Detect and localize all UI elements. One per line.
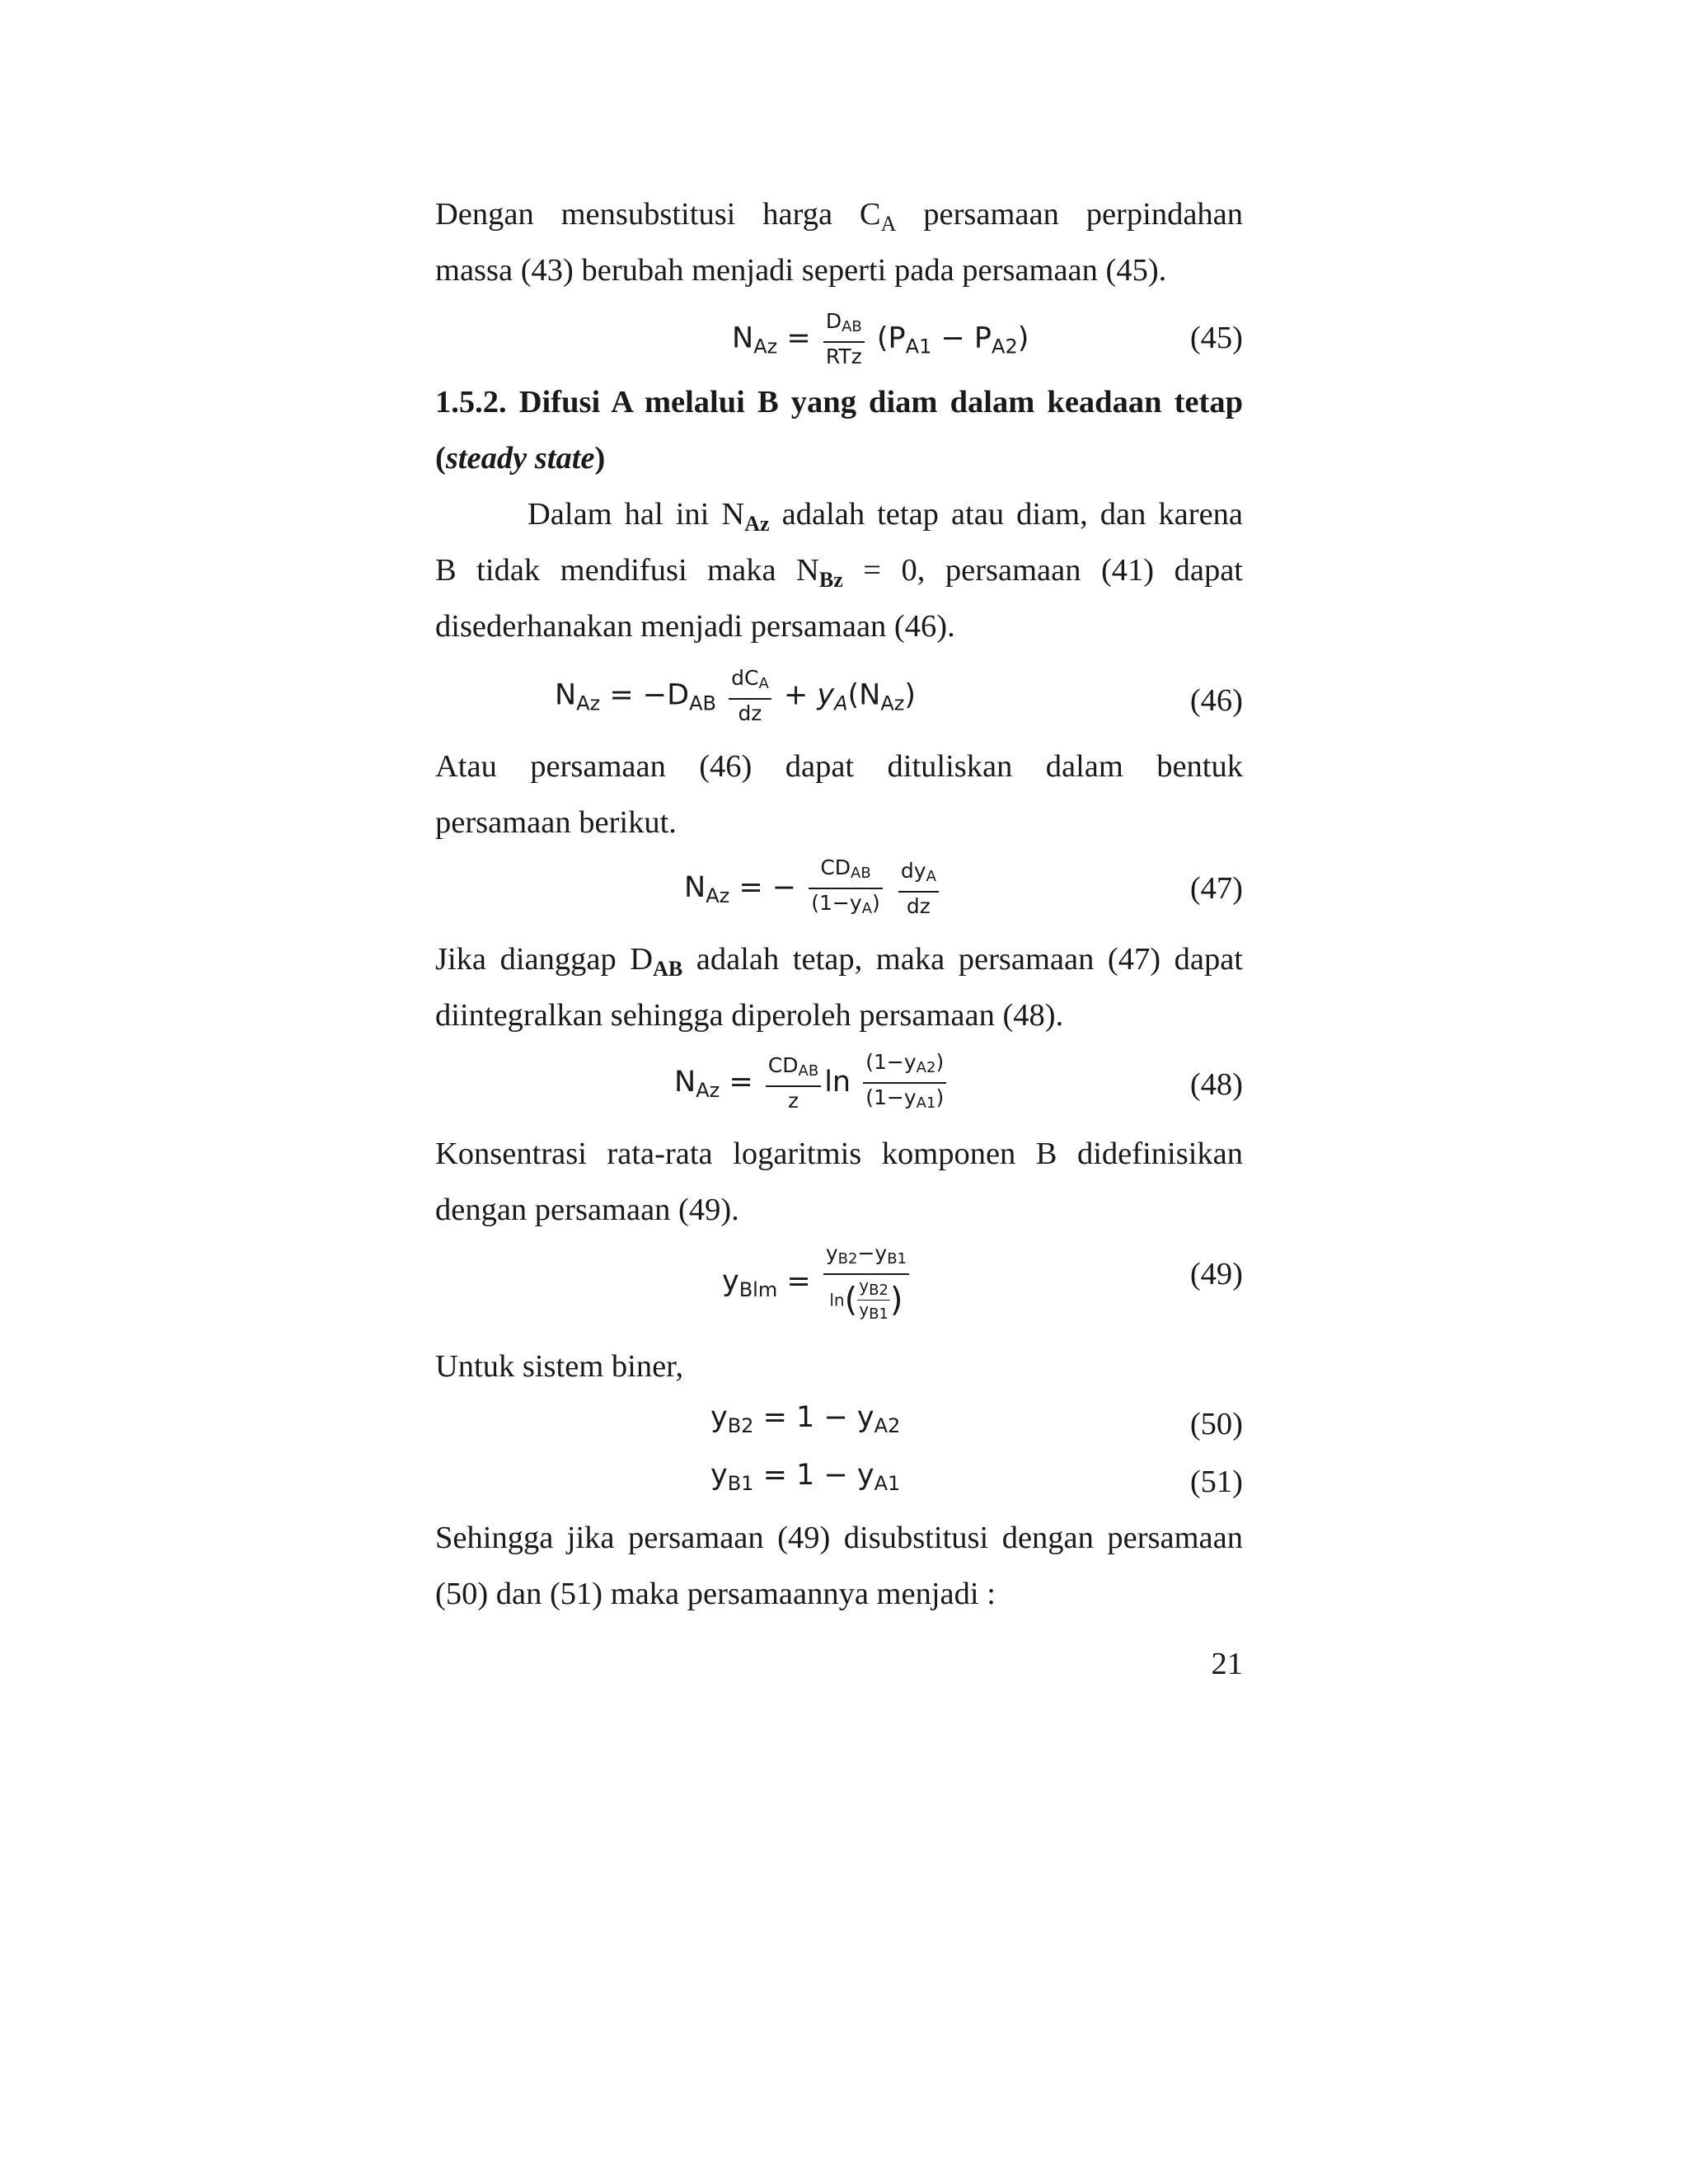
math-symbol: y xyxy=(817,678,835,712)
denominator: z xyxy=(787,1088,799,1113)
paragraph-line: disederhanakan menjadi persamaan (46). xyxy=(435,609,955,644)
fraction xyxy=(898,859,939,919)
text-span: Dalam hal ini N xyxy=(528,497,745,532)
denominator: dz xyxy=(906,893,931,918)
paragraph-line: (50) dan (51) maka persamaannya menjadi : xyxy=(435,1577,996,1611)
subscript: Blm xyxy=(738,1278,778,1301)
math-symbol: CD xyxy=(820,855,851,879)
paragraph-line: diintegralkan sehingga diperoleh persamaan (48). xyxy=(435,998,1064,1033)
text-span: persamaan perpindahan xyxy=(896,197,1243,232)
denominator: RTz xyxy=(825,344,862,368)
fraction xyxy=(823,1241,909,1324)
subscript: A1 xyxy=(905,335,932,359)
math-symbol: = − xyxy=(738,871,797,904)
math-symbol: D xyxy=(825,309,842,333)
numerator xyxy=(809,855,883,889)
math-symbol: CD xyxy=(767,1052,799,1077)
subscript: B2 xyxy=(837,1250,858,1268)
denominator xyxy=(809,889,883,921)
math-symbol: y xyxy=(859,1276,870,1296)
math-symbol: (1−y xyxy=(811,891,862,915)
math-symbol: N xyxy=(674,1066,696,1099)
text-span: Jika dianggap D xyxy=(435,942,654,977)
equation-47 xyxy=(684,855,942,921)
math-symbol: ) xyxy=(872,891,880,915)
denominator xyxy=(823,1275,909,1324)
subscript: Az xyxy=(880,691,905,715)
text-span: ) xyxy=(594,441,606,476)
math-symbol: ) xyxy=(1017,321,1029,355)
subscript: A2 xyxy=(916,1059,936,1076)
denominator xyxy=(857,1301,890,1324)
math-symbol: = xyxy=(786,1265,811,1298)
math-symbol: ( xyxy=(844,1281,858,1319)
text-span: = 0, persamaan (41) dapat xyxy=(842,553,1243,588)
fraction xyxy=(863,1050,946,1116)
math-symbol: ) xyxy=(889,1281,903,1319)
numerator xyxy=(823,1241,909,1275)
math-symbol: = xyxy=(786,321,811,355)
paragraph-line: Konsentrasi rata-rata logaritmis komponen B didefinisikan xyxy=(435,1137,1243,1171)
paragraph-line: Untuk sistem biner, xyxy=(435,1349,684,1384)
equation-number: (51) xyxy=(1189,1465,1243,1499)
numerator xyxy=(766,1053,821,1087)
math-symbol: (1−y xyxy=(865,1085,917,1109)
equation-46 xyxy=(555,666,916,726)
math-symbol: = xyxy=(729,1066,753,1099)
denominator xyxy=(863,1084,946,1116)
math-symbol: = 1 − y xyxy=(762,1401,874,1434)
math-symbol: N xyxy=(732,321,754,355)
equation-50 xyxy=(710,1401,900,1437)
math-symbol: dy xyxy=(900,858,926,883)
math-symbol: ) xyxy=(904,678,917,712)
math-symbol: −y xyxy=(857,1241,888,1265)
subscript: A xyxy=(880,212,897,236)
equation-number: (46) xyxy=(1189,683,1243,718)
subscript: AB xyxy=(842,318,862,335)
math-symbol: dC xyxy=(731,666,759,690)
subscript: B1 xyxy=(887,1250,907,1268)
text-span: B tidak mendifusi maka N xyxy=(435,553,819,588)
subscript: A xyxy=(926,867,936,885)
math-symbol: (P xyxy=(876,321,906,355)
equation-number: (45) xyxy=(1189,321,1243,355)
section-heading: 1.5.2. Difusi A melalui B yang diam dalam keadaan tetap xyxy=(435,385,1243,419)
subscript: Az xyxy=(753,335,778,359)
math-symbol: N xyxy=(684,871,706,904)
page-number: 21 xyxy=(1211,1647,1243,1681)
equation-number: (47) xyxy=(1189,871,1243,906)
equation-45 xyxy=(732,309,1029,369)
subscript: AB xyxy=(851,865,871,882)
paragraph-line: Atau persamaan (46) dapat dituliskan dalam bentuk xyxy=(435,749,1243,784)
fraction xyxy=(823,309,865,369)
subscript: AB xyxy=(653,957,683,981)
fraction xyxy=(809,855,883,921)
subscript: Bz xyxy=(818,568,843,592)
text-span: adalah tetap, maka persamaan (47) dapat xyxy=(682,942,1243,977)
numerator xyxy=(863,1050,946,1084)
equation-51 xyxy=(710,1459,900,1495)
math-symbol: − P xyxy=(931,321,992,355)
paragraph-line: massa (43) berubah menjadi seperti pada persamaan (45). xyxy=(435,253,1167,288)
subscript: B1 xyxy=(869,1305,889,1323)
italic-text: steady state xyxy=(445,441,595,476)
subscript: AB xyxy=(798,1062,819,1080)
math-symbol: ln xyxy=(829,1290,845,1310)
math-symbol: y xyxy=(710,1459,728,1492)
fraction xyxy=(729,666,771,726)
math-symbol: ln xyxy=(824,1066,851,1099)
numerator xyxy=(857,1277,890,1301)
math-symbol: ) xyxy=(935,1085,945,1109)
numerator xyxy=(898,859,939,893)
text-span: ( xyxy=(435,441,446,476)
math-symbol: (1−y xyxy=(865,1050,917,1074)
denominator: dz xyxy=(738,701,762,725)
math-symbol: = 1 − y xyxy=(762,1459,874,1492)
subscript: AB xyxy=(689,691,716,715)
equation-number: (50) xyxy=(1189,1407,1243,1441)
fraction xyxy=(857,1277,890,1324)
text-span: Dengan mensubstitusi harga C xyxy=(435,197,881,232)
subscript: A xyxy=(861,900,872,917)
math-symbol: y xyxy=(825,1241,838,1265)
paragraph-line: Sehingga jika persamaan (49) disubstitusi dengan persamaan xyxy=(435,1521,1243,1555)
math-symbol: N xyxy=(555,678,577,712)
math-symbol: (N xyxy=(847,678,881,712)
math-symbol: + xyxy=(783,678,818,712)
subscript: B2 xyxy=(869,1282,889,1299)
math-symbol: y xyxy=(859,1300,870,1319)
subscript: A2 xyxy=(992,335,1018,359)
equation-number: (49) xyxy=(1189,1257,1243,1291)
subscript: A xyxy=(758,675,769,692)
subscript: Az xyxy=(576,691,601,715)
subscript: B1 xyxy=(727,1472,754,1495)
subscript: A2 xyxy=(874,1414,901,1437)
subscript: Az xyxy=(696,1079,720,1102)
text-span: adalah tetap atau diam, dan karena xyxy=(769,497,1243,532)
numerator xyxy=(823,309,865,343)
math-symbol: ) xyxy=(935,1050,945,1074)
math-symbol: = −D xyxy=(609,678,690,712)
math-symbol: y xyxy=(710,1401,728,1434)
numerator xyxy=(729,666,771,700)
equation-number: (48) xyxy=(1189,1067,1243,1102)
equation-49 xyxy=(722,1241,912,1324)
section-heading-line2 xyxy=(435,430,1243,486)
subscript: A1 xyxy=(874,1472,901,1495)
subscript: A1 xyxy=(916,1094,936,1112)
subscript: Az xyxy=(706,884,730,907)
paragraph-line: dengan persamaan (49). xyxy=(435,1193,739,1227)
fraction xyxy=(766,1053,821,1113)
subscript: A xyxy=(834,691,848,715)
equation-48 xyxy=(674,1050,950,1116)
subscript: B2 xyxy=(727,1414,754,1437)
paragraph-line: persamaan berikut. xyxy=(435,805,677,840)
math-symbol: y xyxy=(722,1265,739,1298)
subscript: Az xyxy=(744,512,770,536)
